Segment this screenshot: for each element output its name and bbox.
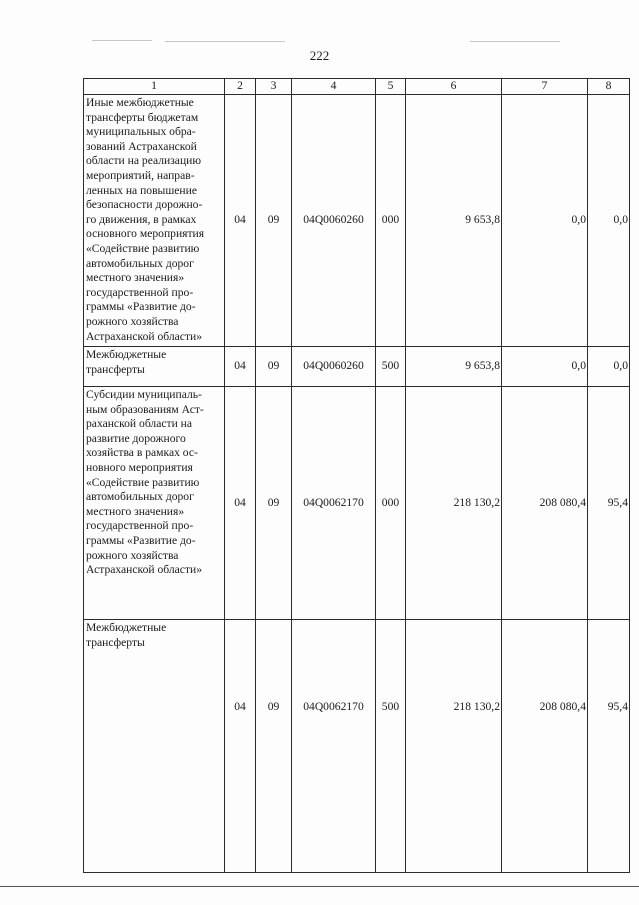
planned-amount: 9 653,8 — [406, 347, 502, 387]
executed-amount: 0,0 — [502, 347, 588, 387]
column-header: 2 — [225, 79, 256, 95]
section-code: 04 — [225, 95, 256, 347]
section-code: 04 — [225, 387, 256, 620]
planned-amount: 9 653,8 — [406, 95, 502, 347]
expense-type-code: 500 — [376, 620, 406, 873]
column-header: 4 — [292, 79, 376, 95]
subsection-code: 09 — [256, 620, 292, 873]
page-number: 222 — [309, 48, 330, 63]
executed-amount: 208 080,4 — [502, 387, 588, 620]
expense-type-code: 000 — [376, 387, 406, 620]
table-row — [84, 347, 630, 387]
subsection-code: 09 — [256, 387, 292, 620]
section-code: 04 — [225, 620, 256, 873]
budget-table — [83, 78, 630, 873]
planned-amount: 218 130,2 — [406, 387, 502, 620]
column-header: 3 — [256, 79, 292, 95]
planned-amount: 218 130,2 — [406, 620, 502, 873]
execution-percent: 95,4 — [588, 387, 630, 620]
target-article-code: 04Q0060260 — [292, 347, 376, 387]
row-name: Иные межбюджетные трансферты бюджетам муниципальных обра- зований Астраханской области на реализацию мероприятий, направ- ленных на повышение безопасности дорожно- го движения, в рамках основного мероприятия «Содействие развитию автомобильных дорог местного значения» государственной про- граммы «Развитие до- рожного хозяйства Астраханской области» — [84, 95, 225, 347]
table-header-row — [84, 79, 630, 95]
target-article-code: 04Q0060260 — [292, 95, 376, 347]
row-name: Субсидии муниципаль- ным образованиям Аст- раханской области на развитие дорожного хозяйства в рамках ос- новного мероприятия «Содействие развитию автомобильных дорог местного значения» государственной про- граммы «Развитие до- рожного хозяйства Астраханской области» — [84, 387, 225, 620]
expense-type-code: 000 — [376, 95, 406, 347]
executed-amount: 0,0 — [502, 95, 588, 347]
table-row — [84, 387, 630, 620]
table-row — [84, 95, 630, 347]
subsection-code: 09 — [256, 95, 292, 347]
column-header: 7 — [502, 79, 588, 95]
table-row — [84, 620, 630, 873]
row-name: Межбюджетные трансферты — [84, 347, 225, 387]
execution-percent: 95,4 — [588, 620, 630, 873]
column-header: 1 — [84, 79, 225, 95]
executed-amount: 208 080,4 — [502, 620, 588, 873]
row-name: Межбюджетные трансферты — [84, 620, 225, 873]
execution-percent: 0,0 — [588, 95, 630, 347]
target-article-code: 04Q0062170 — [292, 387, 376, 620]
subsection-code: 09 — [256, 347, 292, 387]
column-header: 8 — [588, 79, 630, 95]
execution-percent: 0,0 — [588, 347, 630, 387]
column-header: 6 — [406, 79, 502, 95]
column-header: 5 — [376, 79, 406, 95]
section-code: 04 — [225, 347, 256, 387]
expense-type-code: 500 — [376, 347, 406, 387]
target-article-code: 04Q0062170 — [292, 620, 376, 873]
page-bottom-edge — [0, 886, 639, 887]
